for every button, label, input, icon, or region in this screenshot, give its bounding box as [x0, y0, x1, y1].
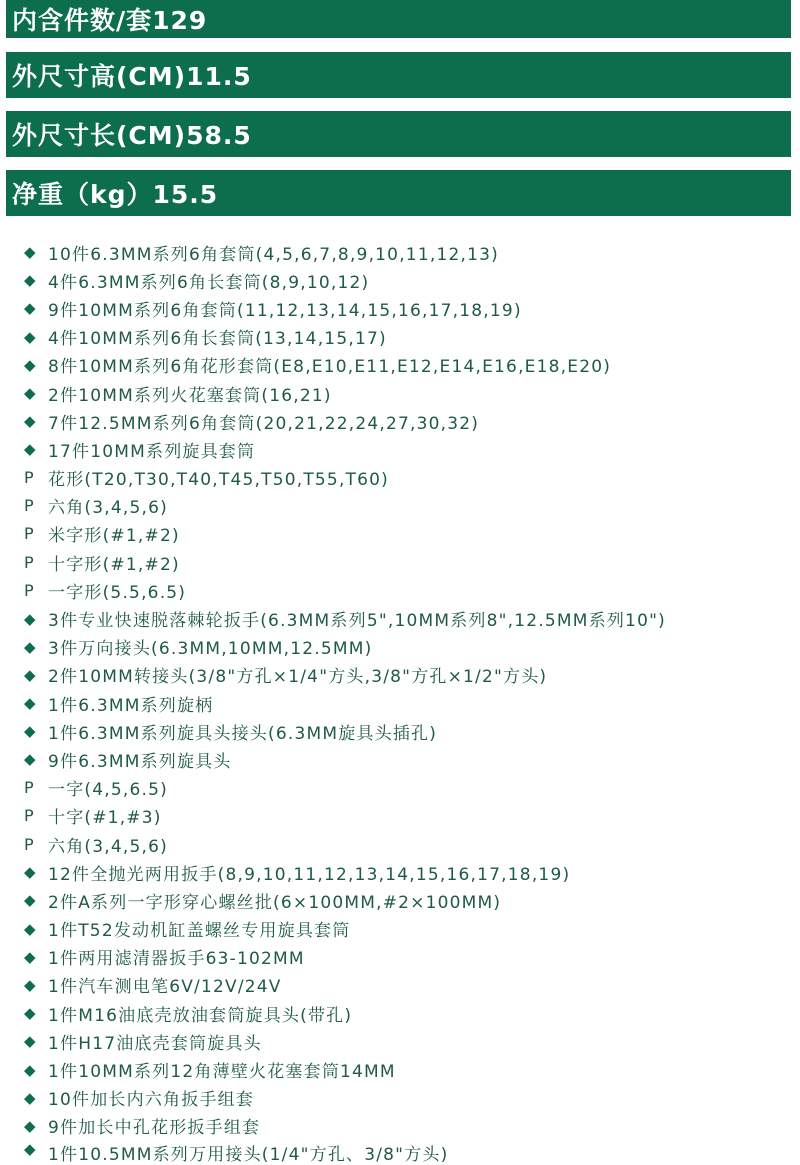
list-item-text: 10件加长内六角扳手组套 [48, 1090, 255, 1111]
diamond-bullet-icon: ◆ [24, 384, 37, 403]
list-item-text: 米字形(#1,#2) [48, 526, 180, 547]
diamond-bullet-icon: ◆ [24, 863, 37, 882]
list-item [24, 661, 794, 689]
list-item [24, 971, 794, 999]
list-item [24, 774, 794, 802]
list-item-text: 4件6.3MM系列6角长套筒(8,9,10,12) [48, 272, 370, 293]
list-item-text: 17件10MM系列旋具套筒 [48, 441, 256, 462]
sub-item-marker: P [24, 496, 35, 516]
list-item [24, 886, 794, 914]
diamond-bullet-icon: ◆ [24, 1088, 37, 1107]
diamond-bullet-icon: ◆ [24, 694, 37, 713]
list-item-text: 1件6.3MM系列旋柄 [48, 695, 214, 716]
list-item-text: 十字(#1,#3) [48, 808, 162, 829]
spec-net-weight: 净重（kg）15.5 [6, 170, 791, 216]
diamond-bullet-icon: ◆ [24, 355, 37, 374]
list-item-text: 1件10.5MM系列万用接头(1/4"方孔、3/8"方头) [48, 1145, 449, 1165]
list-item-text: 8件10MM系列6角花形套筒(E8,E10,E11,E12,E14,E16,E18,E20) [48, 357, 612, 378]
diamond-bullet-icon: ◆ [24, 1116, 37, 1135]
diamond-bullet-icon: ◆ [24, 1004, 37, 1023]
list-item [24, 830, 794, 858]
diamond-bullet-icon: ◆ [24, 722, 37, 741]
diamond-bullet-icon: ◆ [24, 919, 37, 938]
sub-item-marker: P [24, 468, 35, 488]
list-item [24, 1027, 794, 1055]
list-item [24, 464, 794, 492]
list-item-text: 9件6.3MM系列旋具头 [48, 751, 232, 772]
list-item [24, 351, 794, 379]
diamond-bullet-icon: ◆ [24, 299, 37, 318]
spec-height: 外尺寸高(CM)11.5 [6, 52, 791, 98]
list-item-text: 3件万向接头(6.3MM,10MM,12.5MM) [48, 639, 373, 660]
list-item-text: 六角(3,4,5,6) [48, 836, 168, 857]
spec-piece-count: 内含件数/套129 [6, 0, 791, 38]
list-item [24, 548, 794, 576]
diamond-bullet-icon: ◆ [24, 665, 37, 684]
list-item [24, 435, 794, 463]
diamond-bullet-icon: ◆ [24, 327, 37, 346]
diamond-bullet-icon: ◆ [24, 637, 37, 656]
list-item [24, 294, 794, 322]
list-item-text: 12件全抛光两用扳手(8,9,10,11,12,13,14,15,16,17,18,19) [48, 864, 571, 885]
list-item-text: 1件两用滤清器扳手63-102MM [48, 949, 305, 970]
list-item-text: 9件加长中孔花形扳手组套 [48, 1118, 261, 1139]
list-item-text: 7件12.5MM系列6角套筒(20,21,22,24,27,30,32) [48, 413, 480, 434]
list-item [24, 604, 794, 632]
list-item [24, 492, 794, 520]
list-item [24, 633, 794, 661]
list-item [24, 407, 794, 435]
list-item-text: 2件10MM系列火花塞套筒(16,21) [48, 385, 332, 406]
list-item-text: 十字形(#1,#2) [48, 554, 180, 575]
diamond-bullet-icon: ◆ [24, 750, 37, 769]
list-item [24, 802, 794, 830]
list-item-text: 2件A系列一字形穿心螺丝批(6×100MM,#2×100MM) [48, 892, 502, 913]
list-item [24, 717, 794, 745]
list-item [24, 1055, 794, 1083]
list-item-text: 一字(4,5,6.5) [48, 780, 168, 801]
diamond-bullet-icon: ◆ [24, 947, 37, 966]
list-item [24, 915, 794, 943]
contents-list [24, 238, 794, 1165]
list-item-text: 3件专业快速脱落棘轮扳手(6.3MM系列5",10MM系列8",12.5MM系列10") [48, 611, 666, 632]
sub-item-marker: P [24, 552, 35, 572]
diamond-bullet-icon: ◆ [24, 271, 37, 290]
list-item-text: 1件10MM系列12角薄壁火花塞套筒14MM [48, 1062, 396, 1083]
list-item-text: 10件6.3MM系列6角套筒(4,5,6,7,8,9,10,11,12,13) [48, 244, 499, 265]
diamond-bullet-icon: ◆ [24, 891, 37, 910]
list-item-text: 9件10MM系列6角套筒(11,12,13,14,15,16,17,18,19) [48, 300, 522, 321]
list-item [24, 689, 794, 717]
diamond-bullet-icon: ◆ [24, 609, 37, 628]
diamond-bullet-icon: ◆ [24, 1032, 37, 1051]
diamond-bullet-icon: ◆ [24, 243, 37, 262]
list-item-text: 花形(T20,T30,T40,T45,T50,T55,T60) [48, 470, 390, 491]
sub-item-marker: P [24, 778, 35, 798]
list-item-text: 4件10MM系列6角长套筒(13,14,15,17) [48, 329, 387, 350]
list-item [24, 323, 794, 351]
sub-item-marker: P [24, 524, 35, 544]
list-item [24, 943, 794, 971]
list-item-text: 1件M16油底壳放油套筒旋具头(带孔) [48, 1005, 353, 1026]
list-item [24, 379, 794, 407]
sub-item-marker: P [24, 834, 35, 854]
list-item [24, 576, 794, 604]
list-item [24, 266, 794, 294]
list-item [24, 999, 794, 1027]
diamond-bullet-icon: ◆ [24, 975, 37, 994]
list-item [24, 1112, 794, 1140]
list-item-text: 1件6.3MM系列旋具头接头(6.3MM旋具头插孔) [48, 723, 438, 744]
list-item-text: 六角(3,4,5,6) [48, 498, 168, 519]
list-item-text: 2件10MM转接头(3/8"方孔×1/4"方头,3/8"方孔×1/2"方头) [48, 667, 548, 688]
list-item-text: 1件汽车测电笔6V/12V/24V [48, 977, 282, 998]
list-item-text: 一字形(5.5,6.5) [48, 582, 187, 603]
list-item [24, 1084, 794, 1112]
list-item [24, 238, 794, 266]
spec-length: 外尺寸长(CM)58.5 [6, 111, 791, 157]
diamond-bullet-icon: ◆ [24, 412, 37, 431]
sub-item-marker: P [24, 806, 35, 826]
list-item [24, 745, 794, 773]
list-item-text: 1件T52发动机缸盖螺丝专用旋具套筒 [48, 921, 351, 942]
diamond-bullet-icon: ◆ [24, 1140, 37, 1158]
list-item-text: 1件H17油底壳套筒旋具头 [48, 1033, 262, 1054]
diamond-bullet-icon: ◆ [24, 440, 37, 459]
list-item [24, 858, 794, 886]
list-item [24, 1140, 794, 1165]
diamond-bullet-icon: ◆ [24, 1060, 37, 1079]
sub-item-marker: P [24, 580, 35, 600]
list-item [24, 520, 794, 548]
